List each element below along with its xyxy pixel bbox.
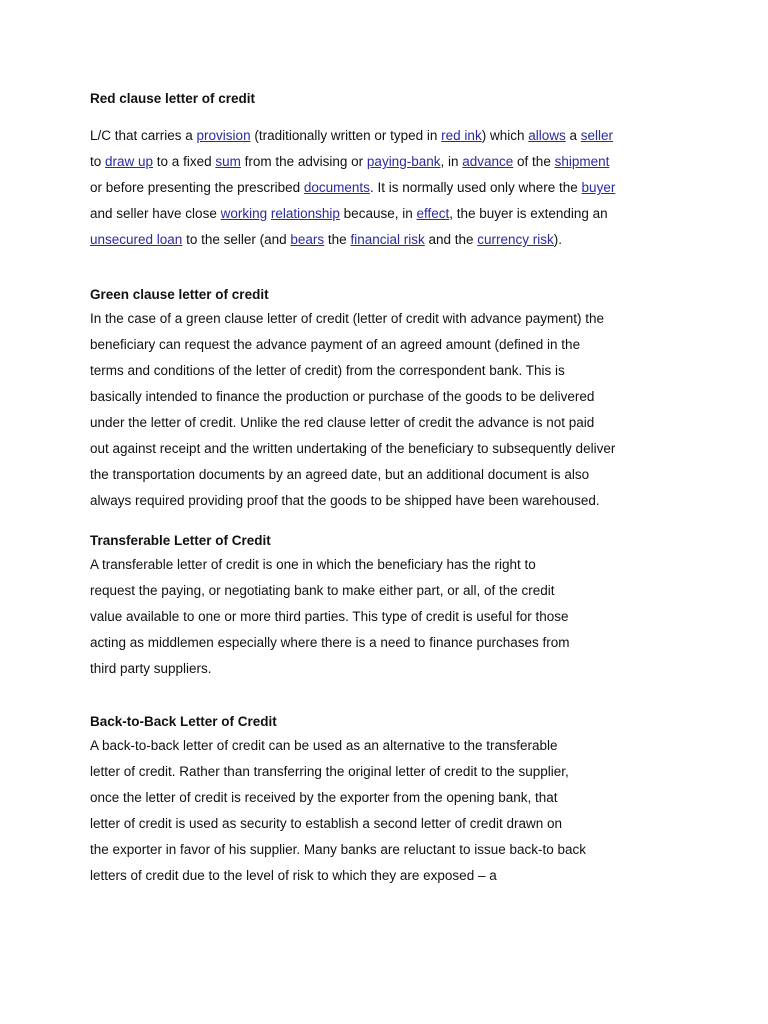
text-segment: once the letter of credit is received by the exporter from the opening bank, that [90, 790, 558, 805]
text-segment: value available to one or more third parties. This type of credit is useful for those [90, 609, 569, 624]
hyperlink[interactable]: bears [290, 232, 325, 247]
section-body [90, 123, 700, 253]
text-segment: under the letter of credit. Unlike the red clause letter of credit the advance is not paid [90, 415, 595, 430]
text-line [90, 201, 700, 227]
section-red-clause [90, 89, 700, 253]
text-segment: (traditionally written or typed in [250, 128, 442, 143]
text-segment: beneficiary can request the advance payment of an agreed amount (defined in the [90, 337, 581, 352]
text-segment: to the seller (and [182, 232, 291, 247]
section-heading: Transferable Letter of Credit [90, 533, 271, 548]
section-body [90, 306, 615, 514]
text-segment: letter of credit. Rather than transferring the original letter of credit to the supplier, [90, 764, 569, 779]
hyperlink[interactable]: paying-bank [366, 154, 441, 169]
text-segment: , in [440, 154, 463, 169]
hyperlink[interactable]: shipment [554, 154, 610, 169]
section-back-to-back [90, 712, 586, 889]
section-transferable [90, 531, 570, 682]
text-line [90, 436, 615, 462]
text-segment: the exporter in favor of his supplier. Many banks are reluctant to issue back-to back [90, 842, 587, 857]
text-line [90, 604, 570, 630]
text-segment: acting as middlemen especially where there is a need to finance purchases from [90, 635, 570, 650]
hyperlink[interactable]: provision [196, 128, 251, 143]
text-segment: terms and conditions of the letter of credit) from the correspondent bank. This is [90, 363, 565, 378]
text-segment: letter of credit is used as security to establish a second letter of credit drawn on [90, 816, 562, 831]
text-segment: from the advising or [240, 154, 367, 169]
hyperlink[interactable]: allows [528, 128, 566, 143]
text-line [90, 175, 700, 201]
text-line [90, 462, 615, 488]
text-line [90, 384, 615, 410]
hyperlink[interactable]: seller [580, 128, 614, 143]
section-body [90, 552, 570, 682]
text-segment: of the [513, 154, 555, 169]
text-line [90, 630, 570, 656]
text-line [90, 410, 615, 436]
text-line [90, 837, 586, 863]
text-segment: letters of credit due to the level of risk to which they are exposed – a [90, 868, 497, 883]
text-line [90, 863, 586, 889]
text-segment: A transferable letter of credit is one in which the beneficiary has the right to [90, 557, 536, 572]
hyperlink[interactable]: documents [303, 180, 370, 195]
text-line [90, 306, 615, 332]
hyperlink[interactable]: advance [462, 154, 514, 169]
hyperlink[interactable]: relationship [270, 206, 340, 221]
text-segment: or before presenting the prescribed [90, 180, 304, 195]
document-page [90, 89, 700, 883]
text-segment: and seller have close [90, 206, 221, 221]
hyperlink[interactable]: red ink [441, 128, 482, 143]
text-segment: to [90, 154, 106, 169]
text-line [90, 656, 570, 682]
text-segment: to a fixed [153, 154, 216, 169]
text-line [90, 733, 586, 759]
text-segment: a [565, 128, 581, 143]
text-segment: out against receipt and the written undertaking of the beneficiary to subsequently deliver [90, 441, 616, 456]
text-line [90, 759, 586, 785]
hyperlink[interactable]: buyer [581, 180, 616, 195]
text-line [90, 149, 700, 175]
text-segment: the [324, 232, 351, 247]
text-line [90, 811, 586, 837]
text-segment: . It is normally used only where the [369, 180, 582, 195]
section-heading: Red clause letter of credit [90, 91, 256, 106]
hyperlink[interactable]: unsecured loan [90, 232, 183, 247]
text-segment: In the case of a green clause letter of credit (letter of credit with advance payment) the [90, 311, 605, 326]
section-green-clause [90, 285, 615, 514]
section-heading: Back-to-Back Letter of Credit [90, 714, 277, 729]
text-segment: third party suppliers. [90, 661, 212, 676]
text-line [90, 488, 615, 514]
text-segment: , the buyer is extending an [449, 206, 608, 221]
text-segment: L/C that carries a [90, 128, 197, 143]
text-segment: the transportation documents by an agreed date, but an additional document is also [90, 467, 590, 482]
text-segment: request the paying, or negotiating bank to make either part, or all, of the credit [90, 583, 555, 598]
text-line [90, 785, 586, 811]
text-line [90, 123, 700, 149]
text-line [90, 358, 615, 384]
text-line [90, 552, 570, 578]
text-segment: ) which [481, 128, 529, 143]
text-line [90, 332, 615, 358]
text-segment: basically intended to finance the production or purchase of the goods to be delivered [90, 389, 595, 404]
hyperlink[interactable]: currency risk [477, 232, 554, 247]
hyperlink[interactable]: working [220, 206, 268, 221]
hyperlink[interactable]: effect [416, 206, 450, 221]
text-segment: and the [424, 232, 478, 247]
section-heading: Green clause letter of credit [90, 287, 269, 302]
hyperlink[interactable]: financial risk [350, 232, 425, 247]
hyperlink[interactable]: draw up [105, 154, 154, 169]
text-segment: A back-to-back letter of credit can be used as an alternative to the transferable [90, 738, 558, 753]
section-body [90, 733, 586, 889]
hyperlink[interactable]: sum [215, 154, 241, 169]
text-segment: because, in [339, 206, 417, 221]
text-segment: always required providing proof that the goods to be shipped have been warehoused. [90, 493, 600, 508]
text-segment: ). [553, 232, 563, 247]
text-line [90, 227, 700, 253]
text-line [90, 578, 570, 604]
